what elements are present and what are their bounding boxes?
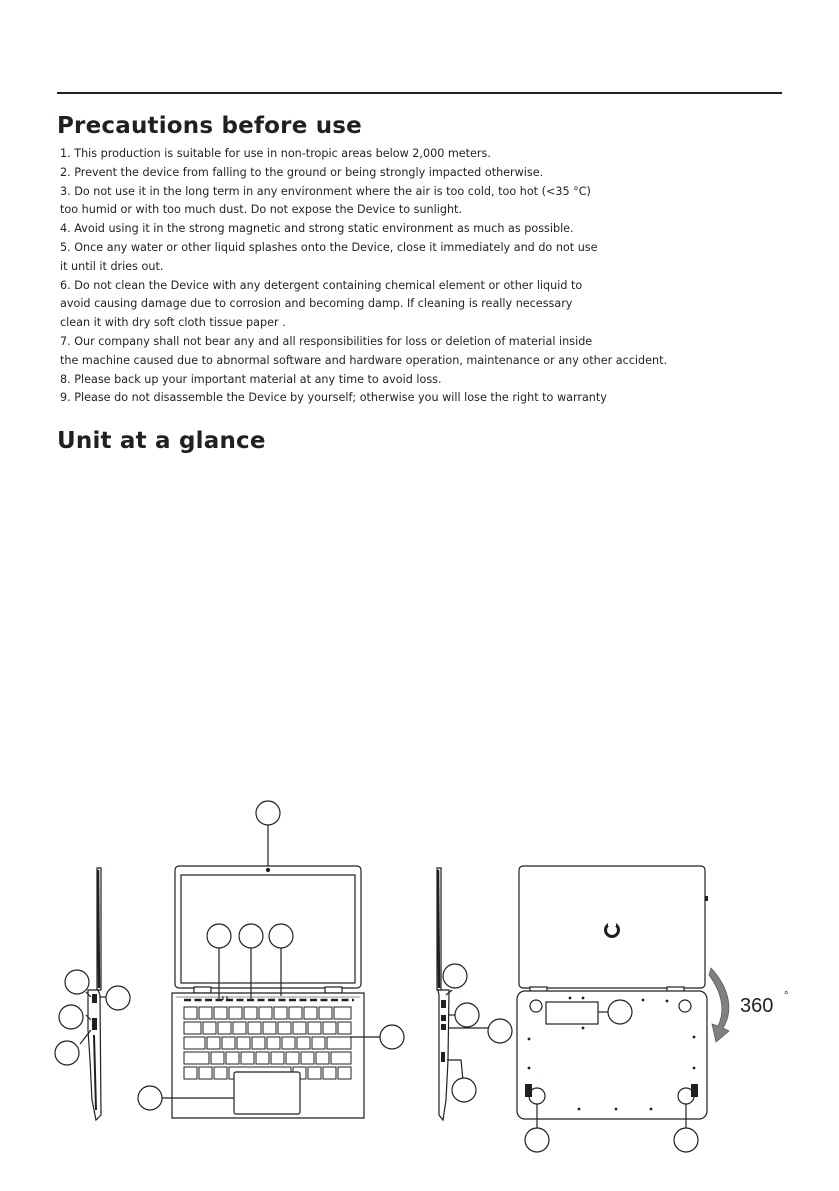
side-view-left xyxy=(80,868,106,1120)
callout-touchpad xyxy=(138,1086,162,1110)
callout-speaker-left xyxy=(525,1128,549,1152)
precaution-line: 6. Do not clean the Device with any detergent containing chemical element or other liquid to xyxy=(60,278,583,292)
precaution-line: it until it dries out. xyxy=(60,259,164,273)
precaution-line: 9. Please do not disassemble the Device by yourself; otherwise you will lose the right to warranty xyxy=(60,391,607,405)
callout-indicator-a xyxy=(207,924,231,948)
precaution-line: 8. Please back up your important material at any time to avoid loss. xyxy=(60,372,442,386)
callout-indicator-c xyxy=(269,924,293,948)
callout-left-port-1 xyxy=(65,970,89,994)
precaution-line: clean it with dry soft cloth tissue paper . xyxy=(60,316,286,330)
rotation-degrees-label: 360 xyxy=(740,995,774,1017)
laptop-front-view xyxy=(162,825,380,1118)
touchpad xyxy=(234,1072,300,1114)
precaution-line: the machine caused due to abnormal software and hardware operation, maintenance or any other accident. xyxy=(60,353,668,367)
callout-left-port-4 xyxy=(55,1041,79,1065)
precautions-heading: Precautions before use xyxy=(57,113,362,139)
callout-keyboard xyxy=(380,1025,404,1049)
precaution-line: 2. Prevent the device from falling to the ground or being strongly impacted otherwise. xyxy=(60,165,544,179)
laptop-bottom-view xyxy=(517,866,708,1119)
precaution-line: avoid causing damage due to corrosion and becoming damp. If cleaning is really necessary xyxy=(60,297,573,311)
rotation-arrow-icon xyxy=(709,968,729,1042)
precaution-line: 3. Do not use it in the long term in any environment where the air is too cold, too hot (<35 °C) xyxy=(60,184,591,198)
callout-right-port-3 xyxy=(488,1019,512,1043)
callout-indicator-b xyxy=(239,924,263,948)
callout-speaker-right xyxy=(674,1128,698,1152)
unit-glance-heading: Unit at a glance xyxy=(57,428,266,454)
precaution-line: 4. Avoid using it in the strong magnetic and strong static environment as much as possible. xyxy=(60,222,574,236)
precaution-line: too humid or with too much dust. Do not expose the Device to sunlight. xyxy=(60,203,463,217)
callout-left-port-2 xyxy=(106,986,130,1010)
callout-right-port-1 xyxy=(443,964,467,988)
callout-right-port-2 xyxy=(455,1003,479,1027)
precaution-line: 7. Our company shall not bear any and all responsibilities for loss or deletion of material inside xyxy=(60,334,593,348)
callout-left-port-3 xyxy=(59,1005,83,1029)
callout-webcam xyxy=(256,801,280,825)
callout-cover-panel xyxy=(608,1000,632,1024)
rotation-degree-symbol: ° xyxy=(784,990,789,1002)
callout-right-port-4 xyxy=(452,1078,476,1102)
precaution-line: 1. This production is suitable for use in non-tropic areas below 2,000 meters. xyxy=(60,147,491,160)
precaution-line: 5. Once any water or other liquid splashes onto the Device, close it immediately and do not use xyxy=(60,240,598,254)
